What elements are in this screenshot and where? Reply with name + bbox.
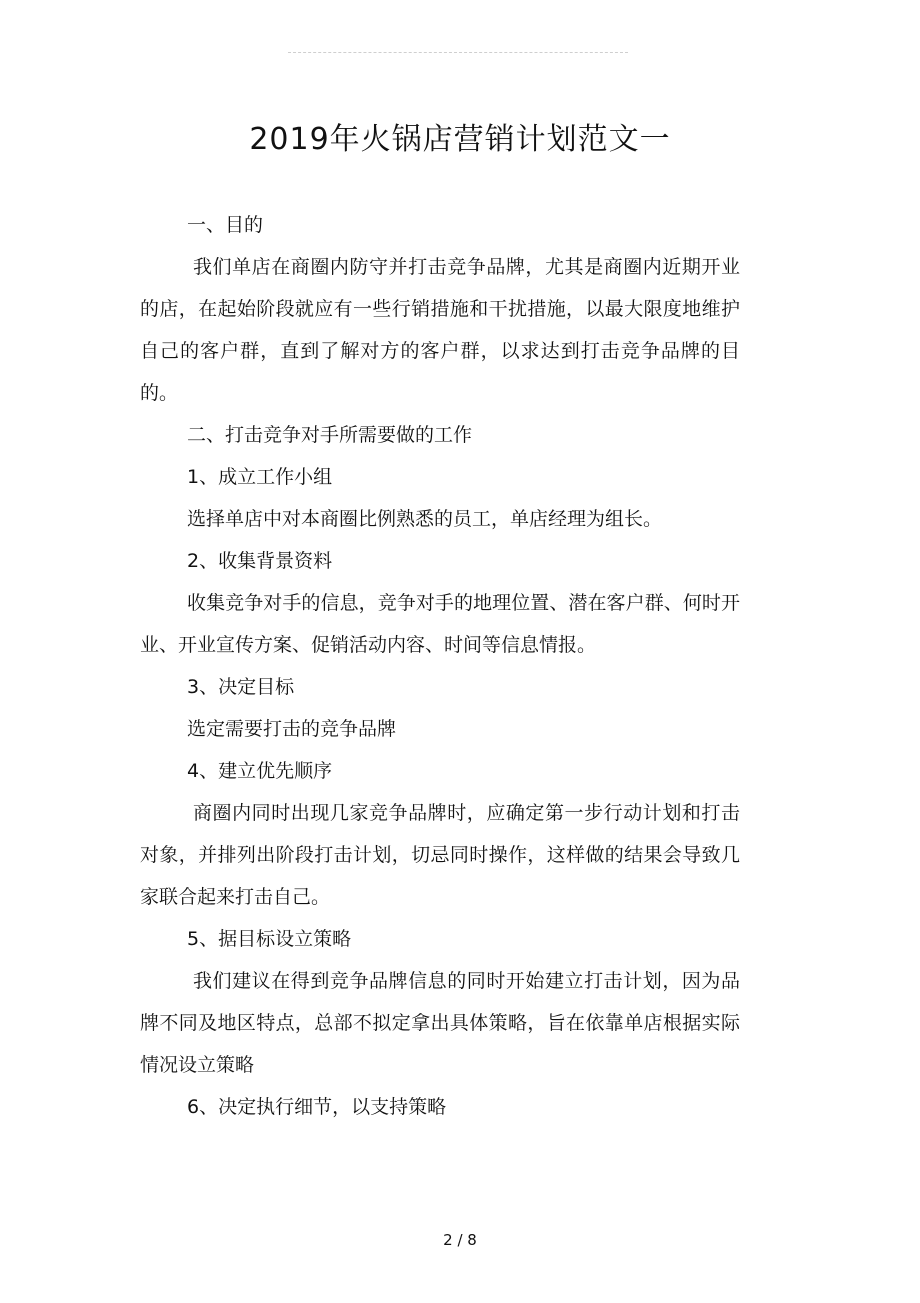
paragraph-item-1: 选择单店中对本商圈比例熟悉的员工，单店经理为组长。 bbox=[187, 508, 663, 530]
document-body bbox=[140, 204, 740, 1128]
item-heading-4: 4、建立优先顺序 bbox=[187, 760, 333, 782]
item-heading-2: 2、收集背景资料 bbox=[187, 550, 333, 572]
item-heading-6: 6、决定执行细节，以支持策略 bbox=[187, 1096, 447, 1118]
item-heading-3: 3、决定目标 bbox=[187, 676, 295, 698]
paragraph-item-3: 选定需要打击的竞争品牌 bbox=[187, 718, 397, 740]
paragraph-item-2: 收集竞争对手的信息，竞争对手的地理位置、潜在客户群、何时开业、开业宣传方案、促销活动内容、时间等信息情报。 bbox=[140, 592, 740, 656]
header-divider bbox=[288, 52, 628, 53]
item-heading-5: 5、据目标设立策略 bbox=[187, 928, 352, 950]
item-heading-1: 1、成立工作小组 bbox=[187, 466, 333, 488]
paragraph-purpose: 我们单店在商圈内防守并打击竞争品牌，尤其是商圈内近期开业的店，在起始阶段就应有一些行销措施和干扰措施，以最大限度地维护自己的客户群，直到了解对方的客户群，以求达到打击竞争品牌的目的。 bbox=[140, 256, 740, 404]
paragraph-item-5: 我们建议在得到竞争品牌信息的同时开始建立打击计划，因为品牌不同及地区特点，总部不拟定拿出具体策略，旨在依靠单店根据实际情况设立策略 bbox=[140, 970, 740, 1076]
section-heading-purpose: 一、目的 bbox=[187, 214, 264, 236]
page-number: 2 / 8 bbox=[443, 1231, 477, 1249]
document-title: 2019年火锅店营销计划范文一 bbox=[249, 122, 671, 157]
section-heading-work: 二、打击竞争对手所需要做的工作 bbox=[187, 424, 473, 446]
paragraph-item-4: 商圈内同时出现几家竞争品牌时，应确定第一步行动计划和打击对象，并排列出阶段打击计划，切忌同时操作，这样做的结果会导致几家联合起来打击自己。 bbox=[140, 802, 740, 908]
